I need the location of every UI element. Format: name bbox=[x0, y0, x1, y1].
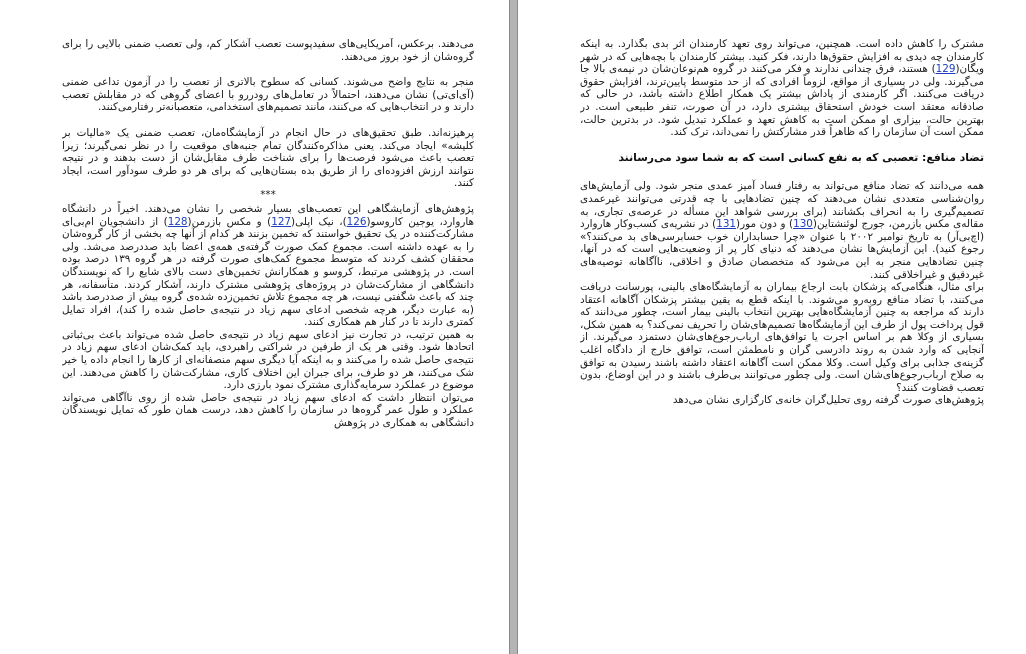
page-gutter bbox=[510, 0, 517, 654]
paragraph-text: می‌دهند. برعکس، آمریکایی‌های سفیدپوست تعصب آشکار کم، ولی تعصب ضمنی بالایی را برای گروه‌شان از خود بروز می‌دهند. bbox=[62, 38, 474, 63]
paragraph-text: منجر به نتایج واضح می‌شوند. کسانی که سطوح بالاتری از تعصب را در آزمون تداعی ضمنی (آی‌ای‌تی) نشان می‌دهند، احتمالاً در تعامل‌های رودررو با اعضای گروهی که در مقابلش تعصب دارند و در انتخاب‌هایی که می‌کنند، مانند تصمیم‌های استخدامی، متعصبانه‌تر رفتارمی‌کنند. bbox=[62, 76, 474, 114]
section-heading: تضاد منافع: تعصبی که به نفع کسانی است که به شما سود می‌رسانند bbox=[618, 150, 984, 164]
paragraph-text: پرهیزنه‌اند. طبق تحقیق‌های در حال انجام در آزمایشگاه‌مان، تعصب ضمنی یک «مالیات بر کلیشه» ایجاد می‌کند. یعنی مذاکره‌کنندگان تمام جنبه‌های موقعیت را در نظر نمی‌گیرند؛ زیرا تعصب باعث می‌شود فرصت‌ها را برای شناخت طرف مقابل‌شان از دست بدهند و در نتیجه نتوانند ارزش افزوده‌ای را از طریق بده بستان‌هایی که برای هر دو طرف سودآور است، ایجاد کنند. bbox=[62, 126, 474, 190]
paragraph bbox=[62, 392, 474, 430]
paragraph bbox=[580, 281, 984, 394]
right-page bbox=[517, 0, 1026, 654]
paragraph-text: مشترک را کاهش داده است. همچنین، می‌تواند روی تعهد کارمندان اثر بدی بگذارد. به اینکه کارمندان چه دیدی به افزایش حقوق‌ها دارند، فکر کنید. بیشتر کارمندان با بچه‌هایی که در شهر ویگان( bbox=[580, 38, 984, 76]
section-separator: *** bbox=[260, 188, 276, 201]
citation-link[interactable]: 127 bbox=[271, 215, 292, 228]
citation-link[interactable]: 128 bbox=[167, 215, 188, 228]
paragraph-text: به همین ترتیب، در تجارت نیز ادعای سهم زیاد در نتیجه‌ی حاصل شده می‌تواند باعث بی‌ثباتی اتحادها شود. وقتی هر یک از طرفین در شراکتی راهبردی، باید کمک‌شان ادعای سهم زیاد در نتیجه‌ی حاصل شده را می‌کنند و به اینکه آیا دیگری سهم منصفانه‌ای از کارها را انجام داده یا خیر شک می‌کنند، هر دو طرف، برای جبران این اختلاف کاری، مشارکت‌شان را کاهش می‌دهند. این موضوع در عملکرد سرمایه‌گذاری مشترک نمود بارزی دارد. bbox=[62, 328, 474, 392]
paragraph-text: ) و مکس بازرمن( bbox=[187, 215, 272, 228]
paragraph bbox=[580, 38, 984, 139]
paragraph-text: ) در نشریه‌ی کسب‌وکار هاروارد (اچ‌بی‌آر) به تاریخ نوامبر ۲۰۰۲ با عنوان «چرا حسابداران خوب حسابرسی‌های بد می‌کنند؟» رجوع کنید). این آزمایش‌ها نشان می‌دهند که دنیای کار پر از وضعیت‌هایی است که در آنها، چنین تضادهایی منجر به این می‌شود که متخصصان صادق و اخلاقی، ناآگاهانه توصیه‌های غیردقیق و غیراخلاقی کنند. bbox=[580, 218, 984, 281]
left-page-text bbox=[62, 38, 474, 648]
paragraph-text: )، نیک اپلی( bbox=[291, 215, 347, 228]
left-page bbox=[0, 0, 510, 654]
paragraph bbox=[62, 76, 474, 114]
paragraph bbox=[62, 127, 474, 190]
paragraph bbox=[580, 394, 984, 407]
paragraph bbox=[62, 203, 474, 329]
paragraph-text: ) و دون مور( bbox=[736, 218, 794, 231]
paragraph-text: پژوهش‌های آزمایشگاهی این تعصب‌های بسیار شخصی را نشان می‌دهند. اخیراً در دانشگاه هاروارد، یوجین کاروسو( bbox=[62, 202, 474, 228]
paragraph-text: ) از دانشجویان ام‌بی‌ای مشارکت‌کننده در یک تحقیق خواستند که تخمین بزنند هر کدام از آنها چه بخشی از کار گروه‌شان را به عهده داشته است. مجموع کمک صورت گرفته‌ی همه‌ی اعضا باید صددرصد می‌شد. ولی محققان کشف کردند که متوسط مجموع کمک‌های صورت گرفته در هر گروه ۱۳۹ درصد بوده است. در پژوهشی مرتبط، کروسو و همکارانش تخمین‌های دست بالای شایع را که نویسندگان دانشگاهی از مشارکت‌شان در پروژه‌های پژوهشی مشترک دارند، آشکار کردند. متأسفانه، هر چند که باعث شگفتی نیست، هر چه مجموع تلاش تخمین‌زده شده‌ی گروه بیش از صددرصد باشد (به عبارت دیگر، هرچه شخصی ادعای سهم زیاد در نتیجه‌ی حاصل شده را کند)، افراد تمایل کمتری دارند تا در کنار هم همکاری کنند. bbox=[62, 215, 474, 329]
paragraph-text: برای مثال، هنگامی‌که پزشکان بابت ارجاع بیماران به آزمایشگاه‌های بالینی، پورسانت دریافت می‌کنند، با تضاد منافع روبه‌رو می‌شوند. با اینکه قطع به یقین بیشتر پزشکان آگاهانه اعتقاد دارند که مراجعه به چنین آزمایشگاه‌هایی بهترین انتخاب بالینی بیمار است، چطور می‌دانند که قول پرداخت پول از طرف این آزمایشگاه‌ها تصمیم‌های‌شان را تحریف نمی‌کند؟ به همین شکل، بسیاری از وکلا هم بر اساس اجرت یا توافق‌های ارباب‌رجوع‌های‌شان دستمزد می‌گیرند. از آنجایی که وارد شدن به روند دادرسی گران و نامطمئن است، توافق خارج از دادگاه اغلب گزینه‌ی جذابی برای وکیل است. وکلا ممکن است آگاهانه اعتقاد داشته باشند رسیدن به توافق به صلاح ارباب‌رجوع‌های‌شان است. ولی چطور می‌توانند بی‌طرف باشند و در این اوضاع، بدون تعصب قضاوت کنند؟ bbox=[580, 281, 984, 394]
paragraph bbox=[62, 38, 474, 63]
citation-link[interactable]: 126 bbox=[346, 215, 367, 228]
paragraph bbox=[62, 329, 474, 392]
paragraph-text: همه می‌دانند که تضاد منافع می‌تواند به رفتار فساد آمیز عمدی منجر شود. ولی آزمایش‌های روان‌شناسی متعددی نشان می‌دهند که چنین تضادهایی با چه قدرتی می‌توانند غیرعمدی تصمیم‌گیری را به انحراف بکشانند (برای بررسی شواهد این مسأله در عرصه‌ی تجاری، به مقاله‌ی مکس بازرمن، جورج لوئنشتاین( bbox=[580, 180, 984, 231]
citation-link[interactable]: 131 bbox=[716, 218, 737, 231]
right-page-text bbox=[580, 38, 984, 642]
paragraph-text: می‌توان انتظار داشت که ادعای سهم زیاد در نتیجه‌ی حاصل شده از روی ناآگاهی می‌تواند عملکرد و طول عمر گروه‌ها در سازمان را کاهش دهد، درست همان طور که تمایل نویسندگان دانشگاهی به همکاری در پژوهش bbox=[62, 391, 474, 430]
citation-link[interactable]: 130 bbox=[793, 218, 813, 231]
paragraph bbox=[580, 180, 984, 281]
paragraph-text: ) هستند، فرق چندانی ندارند و فکر می‌کنند در گروه هم‌نوعان‌شان در نیمه‌ی بالا جا می‌گیرند. ولی در بسیاری از مواقع، لزوماً افرادی که از حد متوسط پایین‌ترند، افزایش حقوق دریافت می‌کنند. اگر کارمندی از پاداش بیشتر یک همکار اطلاع داشته باشد، در حالی که صادقانه معتقد است خودش استحقاق بیشتری دارد، در آن صورت، تنفر طبیعی است. در بهترین حالت، بیزاری او ممکن است به کاهش تعهد و عملکرد تبدیل شود. در بدترین حالت، ممکن است آن سازمان را که ظاهراً قدر مشارکتش را نمی‌داند، ترک کند. bbox=[580, 63, 984, 139]
citation-link[interactable]: 129 bbox=[935, 63, 956, 76]
paragraph-text: پژوهش‌های صورت گرفته روی تحلیل‌گران خانه‌ی کارگزاری نشان می‌دهد bbox=[672, 394, 984, 407]
